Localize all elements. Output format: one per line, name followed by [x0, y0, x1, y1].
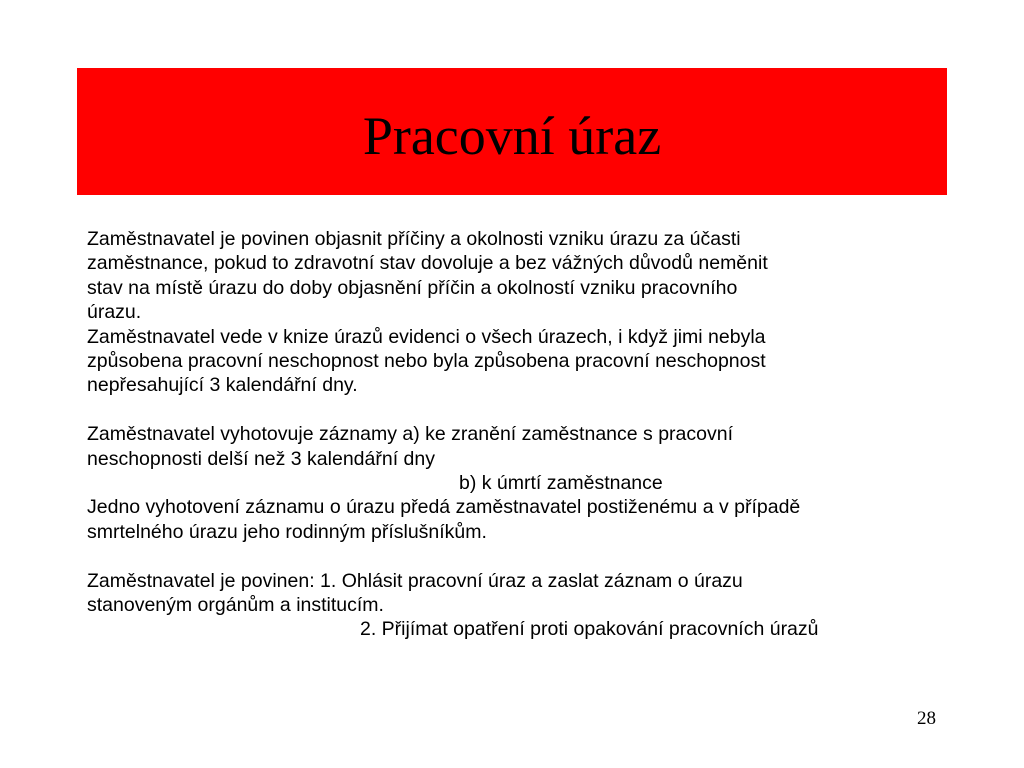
paragraph-record-copy — [87, 495, 947, 544]
blank-line — [87, 544, 947, 568]
slide-body — [87, 227, 947, 642]
duty-item-2: 2. Přijímat opatření proti opakování pracovních úrazů — [360, 618, 819, 641]
blank-line — [87, 398, 947, 422]
paragraph-investigation — [87, 227, 947, 325]
records-option-b: b) k úmrtí zaměstnance — [459, 472, 663, 495]
text-line: způsobena pracovní neschopnost nebo byla způsobena pracovní neschopnost — [87, 350, 766, 373]
paragraph-records — [87, 422, 947, 471]
title-band — [77, 68, 947, 195]
paragraph-duties — [87, 569, 947, 618]
slide-title: Pracovní úraz — [362, 105, 662, 166]
text-line: neschopnosti delší než 3 kalendářní dny — [87, 447, 435, 470]
text-line: smrtelného úrazu jeho rodinným příslušníkům. — [87, 520, 487, 543]
text-line: Zaměstnavatel je povinen: 1. Ohlásit pracovní úraz a zaslat záznam o úrazu — [87, 569, 743, 592]
page-number: 28 — [917, 708, 936, 729]
text-line: nepřesahující 3 kalendářní dny. — [87, 374, 358, 397]
text-line: Zaměstnavatel vede v knize úrazů evidenci o všech úrazech, i když jimi nebyla — [87, 325, 766, 348]
text-line: Zaměstnavatel je povinen objasnit příčiny a okolnosti vzniku úrazu za účasti — [87, 228, 741, 250]
text-line: Zaměstnavatel vyhotovuje záznamy a) ke zranění zaměstnance s pracovní — [87, 423, 733, 446]
paragraph-injury-book — [87, 325, 947, 398]
text-line: Jedno vyhotovení záznamu o úrazu předá zaměstnavatel postiženému a v případě — [87, 496, 801, 519]
text-line: zaměstnance, pokud to zdravotní stav dovoluje a bez vážných důvodů neměnit — [87, 252, 768, 275]
text-line: úrazu. — [87, 301, 142, 324]
text-line: stanoveným orgánům a institucím. — [87, 594, 384, 617]
text-line: stav na místě úrazu do doby objasnění příčin a okolností vzniku pracovního — [87, 276, 738, 299]
